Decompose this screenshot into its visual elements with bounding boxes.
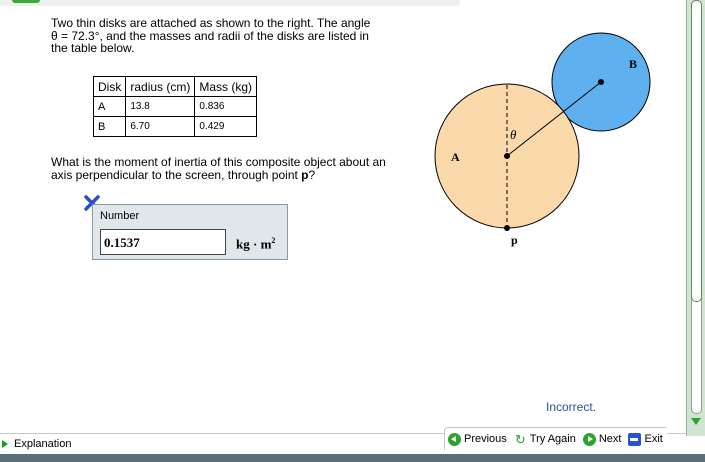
table-row (94, 97, 257, 117)
table-header: radius (cm) (126, 77, 195, 97)
answer-unit: kg · $m^2$ (236, 236, 276, 252)
explanation-toggle[interactable]: Explanation (2, 438, 72, 450)
answer-label: Number (100, 210, 140, 222)
center-a-dot (504, 153, 510, 159)
table-cell: 0.429 (195, 117, 257, 137)
scroll-thumb[interactable] (691, 0, 702, 302)
label-theta: θ (510, 127, 517, 142)
table-cell: 6.70 (126, 117, 195, 137)
question-text: Two thin disks are attached as shown to the right. The angle θ = 72.3°, and the masses and radii of the disks are listed in the table below. (51, 16, 371, 55)
table-header: Disk (94, 77, 126, 97)
answer-input[interactable]: 0.1537 (100, 229, 226, 255)
table-row (94, 117, 257, 137)
label-b: B (629, 57, 638, 71)
table-header: Mass (kg) (195, 77, 257, 97)
bottom-bar (0, 454, 705, 462)
scroll-down-arrow-icon[interactable] (691, 418, 701, 425)
table-cell: A (94, 97, 126, 117)
answer-box (92, 204, 288, 260)
vertical-scrollbar[interactable] (686, 0, 705, 436)
table-header-row (94, 77, 257, 97)
exit-icon (628, 433, 641, 446)
next-icon (583, 433, 596, 446)
expand-triangle-icon (2, 440, 8, 448)
feedback-text: Incorrect. (546, 400, 597, 414)
disk-diagram (425, 30, 665, 247)
label-p: p (511, 233, 518, 247)
center-b-dot (598, 79, 604, 85)
next-button[interactable]: Next (583, 433, 622, 446)
exit-button[interactable]: Exit (628, 433, 662, 446)
label-a: A (451, 150, 460, 164)
table-cell: B (94, 117, 126, 137)
previous-icon (448, 433, 461, 446)
retry-icon: ↻ (514, 431, 526, 447)
question-text-2: What is the moment of inertia of this composite object about an axis perpendicular to the screen, through point p? (51, 155, 386, 182)
point-p-dot (504, 225, 510, 231)
table-cell: 0.836 (195, 97, 257, 117)
nav-bar (444, 427, 667, 450)
try-again-button[interactable]: ↻ Try Again (514, 431, 576, 447)
table-cell: 13.8 (126, 97, 195, 117)
previous-button[interactable]: Previous (448, 433, 507, 446)
disk-table (93, 76, 257, 137)
